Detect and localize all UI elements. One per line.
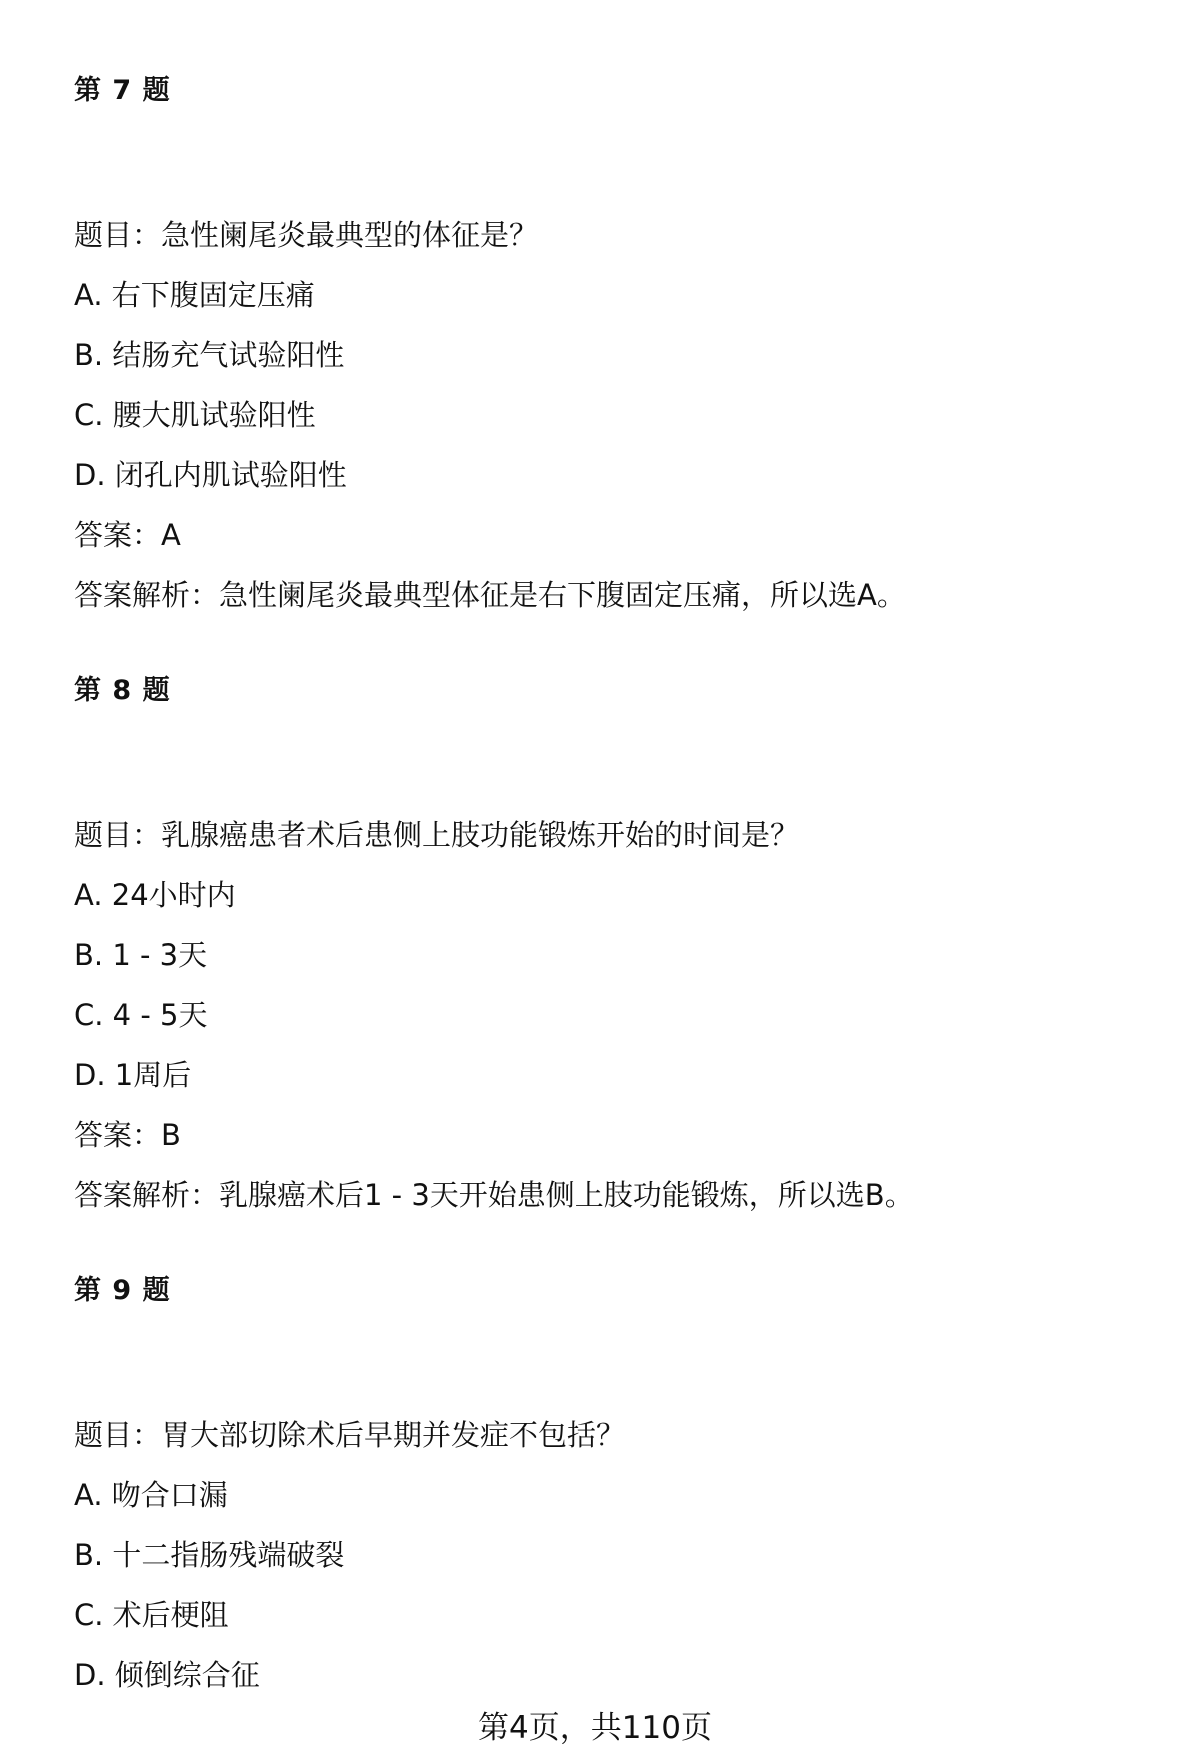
question-7-answer: 答案：A bbox=[74, 518, 181, 552]
question-9-stem: 题目：胃大部切除术后早期并发症不包括？ bbox=[74, 1418, 626, 1452]
question-7-option-a: A. 右下腹固定压痛 bbox=[74, 278, 315, 312]
question-7-option-b: B. 结肠充气试验阳性 bbox=[74, 338, 345, 372]
question-8-option-c: C. 4 - 5天 bbox=[74, 998, 208, 1032]
question-7-option-d: D. 闭孔内肌试验阳性 bbox=[74, 458, 347, 492]
question-8-option-d: D. 1周后 bbox=[74, 1058, 192, 1092]
question-7-explanation: 答案解析：急性阑尾炎最典型体征是右下腹固定压痛，所以选A。 bbox=[74, 578, 906, 612]
question-7-option-c: C. 腰大肌试验阳性 bbox=[74, 398, 316, 432]
page-number-footer: 第4页，共110页 bbox=[478, 1710, 712, 1746]
question-8-stem: 题目：乳腺癌患者术后患侧上肢功能锻炼开始的时间是？ bbox=[74, 818, 800, 852]
question-8-option-a: A. 24小时内 bbox=[74, 878, 236, 912]
question-9-heading: 第 9 题 bbox=[74, 1275, 171, 1306]
question-8-answer: 答案：B bbox=[74, 1118, 181, 1152]
question-9-option-b: B. 十二指肠残端破裂 bbox=[74, 1538, 345, 1572]
question-7-stem: 题目：急性阑尾炎最典型的体征是？ bbox=[74, 218, 539, 252]
question-7-heading: 第 7 题 bbox=[74, 75, 171, 106]
question-9-option-c: C. 术后梗阻 bbox=[74, 1598, 229, 1632]
question-9-option-d: D. 倾倒综合征 bbox=[74, 1658, 260, 1692]
question-8-option-b: B. 1 - 3天 bbox=[74, 938, 208, 972]
question-9-option-a: A. 吻合口漏 bbox=[74, 1478, 228, 1512]
question-8-explanation: 答案解析：乳腺癌术后1 - 3天开始患侧上肢功能锻炼，所以选B。 bbox=[74, 1178, 914, 1212]
question-8-heading: 第 8 题 bbox=[74, 675, 171, 706]
